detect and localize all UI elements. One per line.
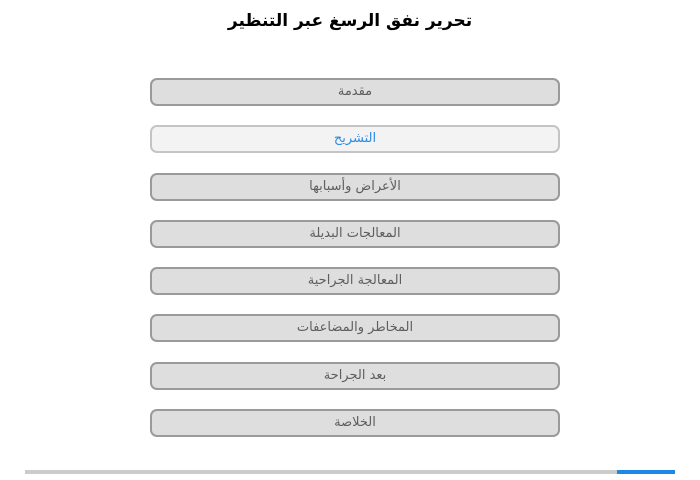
page-title: تحرير نفق الرسغ عبر التنظير (227, 11, 473, 31)
menu-item-risks-complications[interactable]: المخاطر والمضاعفات (150, 314, 560, 342)
progress-bar (25, 470, 675, 474)
menu-item-anatomy[interactable]: التشريح (150, 125, 560, 153)
menu-item-introduction[interactable]: مقدمة (150, 78, 560, 106)
menu-item-symptoms-causes[interactable]: الأعراض وأسبابها (150, 173, 560, 201)
menu-item-after-surgery[interactable]: بعد الجراحة (150, 362, 560, 390)
menu-item-surgical-treatment[interactable]: المعالجة الجراحية (150, 267, 560, 295)
menu-item-alternative-treatments[interactable]: المعالجات البديلة (150, 220, 560, 248)
chapter-menu (150, 78, 560, 456)
menu-item-summary[interactable]: الخلاصة (150, 409, 560, 437)
progress-fill (617, 470, 676, 474)
